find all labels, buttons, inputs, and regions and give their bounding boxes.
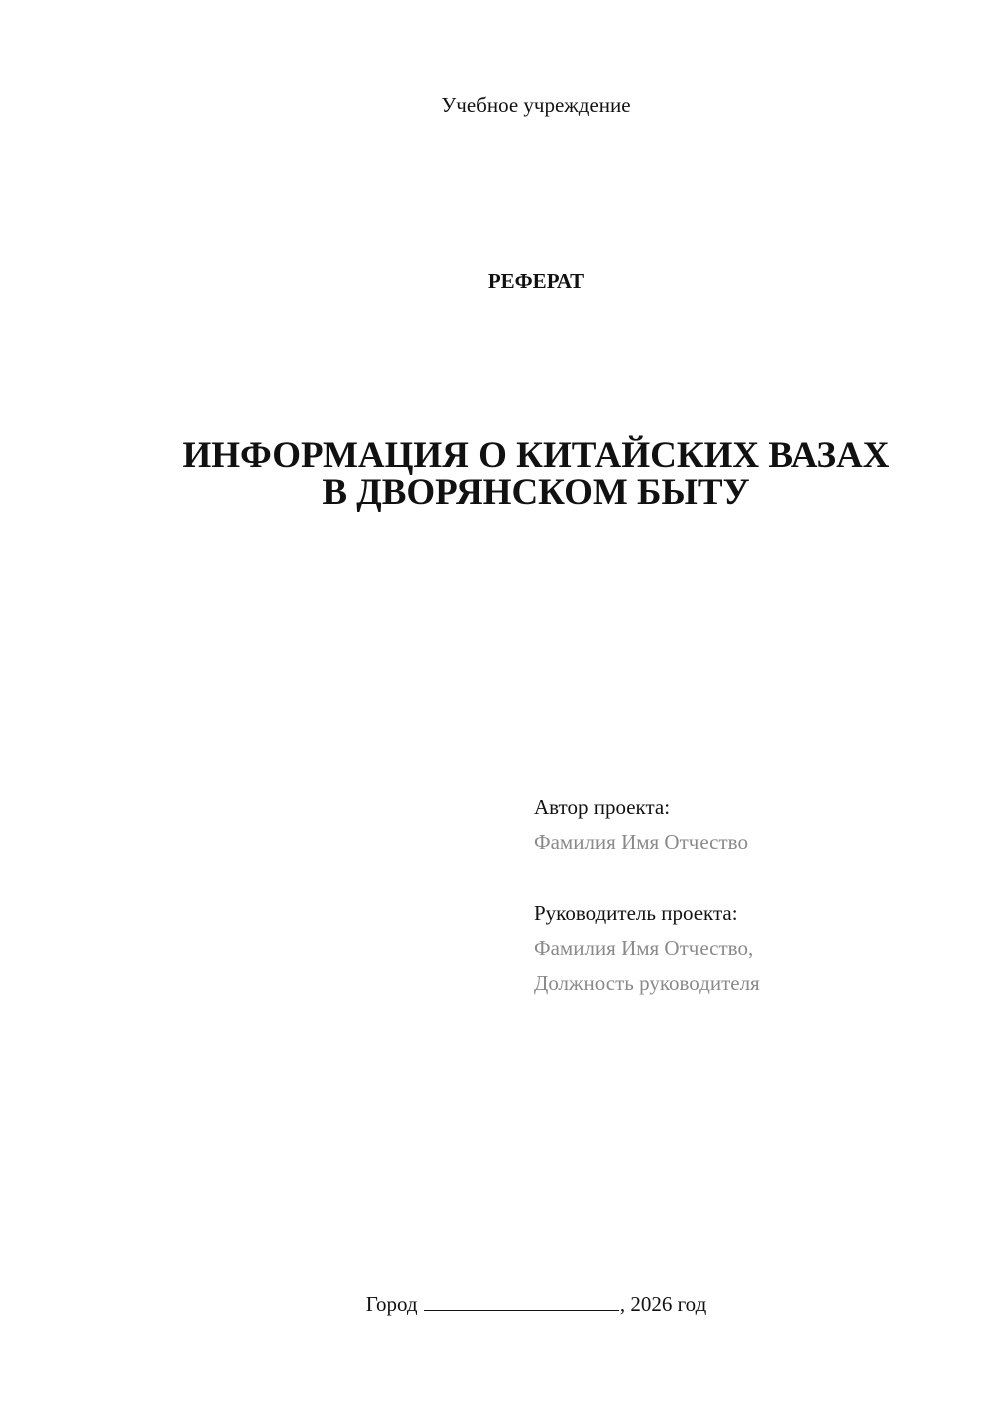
institution-name: Учебное учреждение	[441, 93, 631, 117]
document-title-line-1: ИНФОРМАЦИЯ О КИТАЙСКИХ ВАЗАХ	[182, 435, 890, 476]
city-label: Город	[365, 1292, 418, 1316]
document-title-line-2: В ДВОРЯНСКОМ БЫТУ	[322, 472, 750, 513]
city-blank-line	[424, 1290, 619, 1311]
credits-spacer	[534, 860, 760, 896]
author-label: Автор проекта:	[534, 795, 671, 819]
document-title	[0, 437, 1000, 511]
city-year-line	[0, 1290, 1000, 1318]
year-text: , 2026 год	[619, 1292, 707, 1316]
supervisor-label: Руководитель проекта:	[534, 901, 738, 925]
credits-block	[534, 790, 760, 1001]
supervisor-position: Должность руководителя	[534, 971, 760, 995]
supervisor-name: Фамилия Имя Отчество,	[534, 936, 754, 960]
document-type: РЕФЕРАТ	[487, 269, 585, 293]
author-name: Фамилия Имя Отчество	[534, 830, 748, 854]
